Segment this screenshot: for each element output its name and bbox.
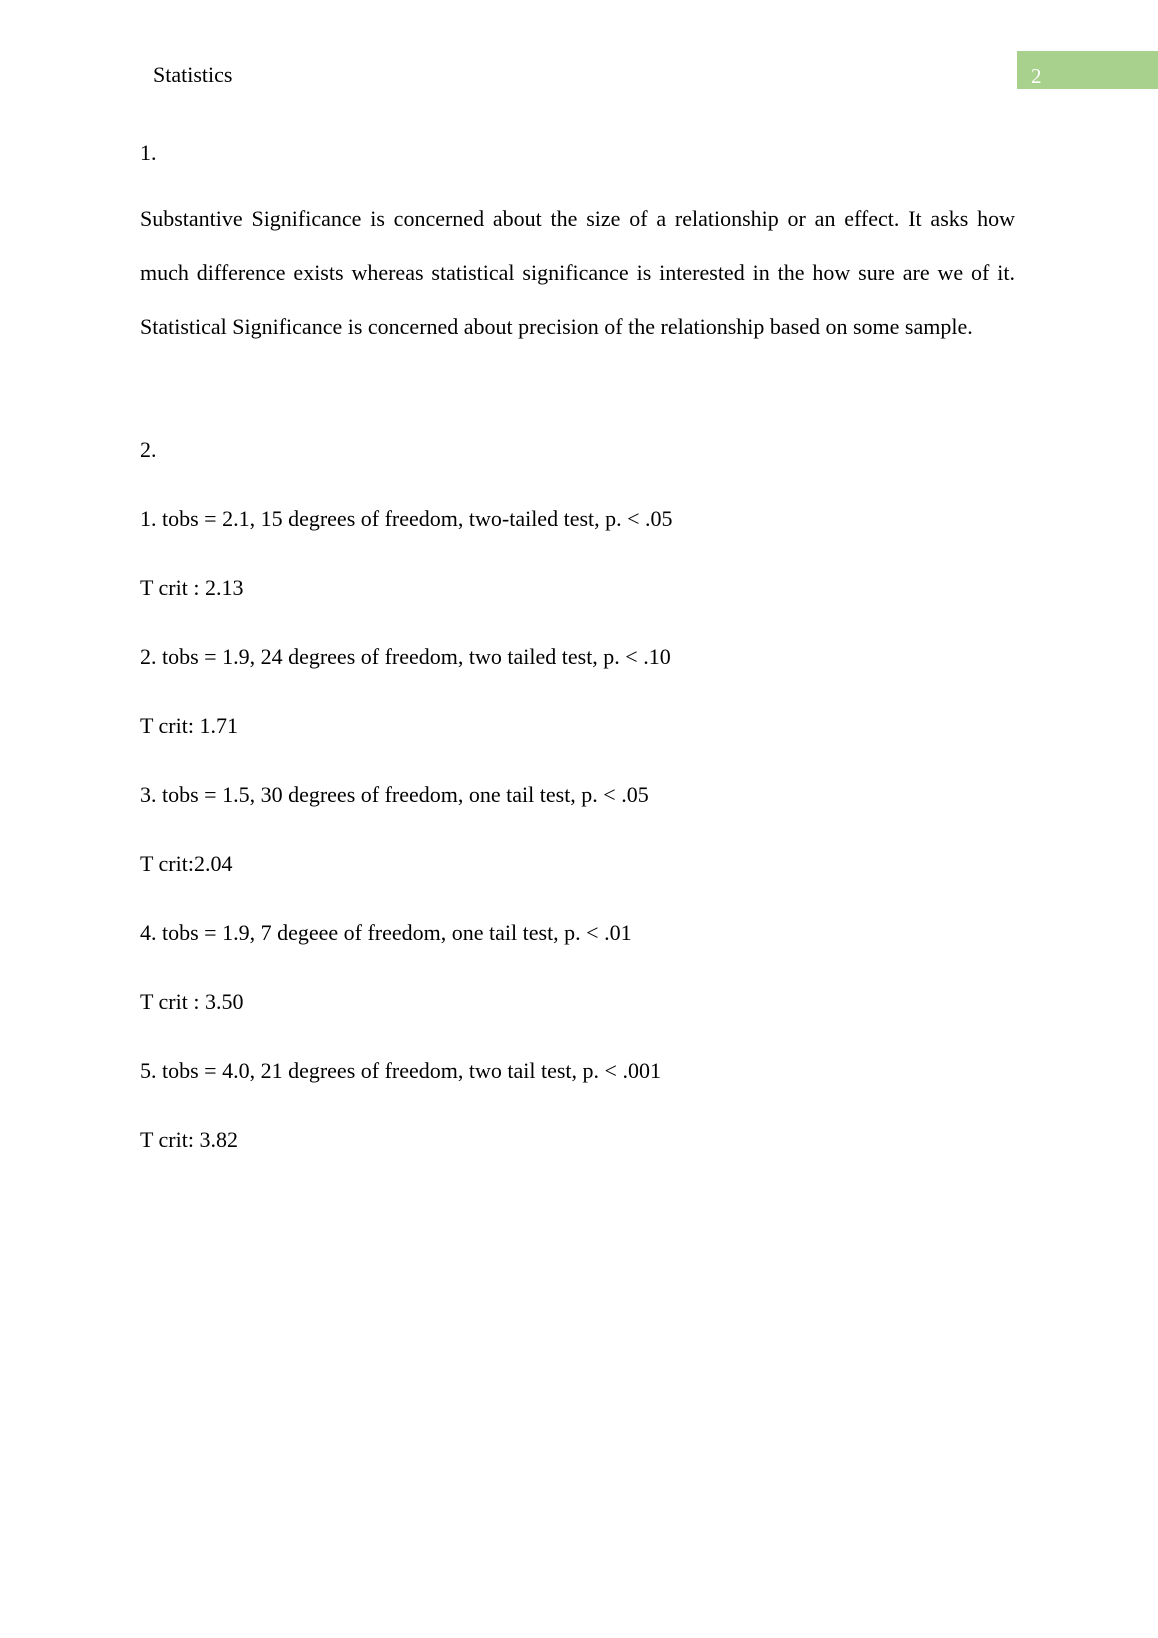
answer-4: T crit : 3.50 xyxy=(140,989,244,1014)
answer-2: T crit: 1.71 xyxy=(140,713,238,738)
question-5: 5. tobs = 4.0, 21 degrees of freedom, two tail test, p. < .001 xyxy=(140,1058,661,1083)
answer-3: T crit:2.04 xyxy=(140,851,233,876)
section-1-label: 1. xyxy=(140,140,157,165)
question-1: 1. tobs = 2.1, 15 degrees of freedom, two-tailed test, p. < .05 xyxy=(140,506,673,531)
running-header-title: Statistics xyxy=(153,62,233,87)
page-number-box xyxy=(1017,51,1158,89)
page-number: 2 xyxy=(1031,64,1042,88)
answer-1: T crit : 2.13 xyxy=(140,575,244,600)
section-2-label: 2. xyxy=(140,437,157,462)
question-3: 3. tobs = 1.5, 30 degrees of freedom, one tail test, p. < .05 xyxy=(140,782,649,807)
question-4: 4. tobs = 1.9, 7 degeee of freedom, one tail test, p. < .01 xyxy=(140,920,632,945)
section-1-paragraph: Substantive Significance is concerned about the size of a relationship or an effect. It asks how much difference exists whereas statistical significance is interested in the how sure are we of it. Statistical Significance is concerned about precision of the relationship based on some sample. xyxy=(140,206,1015,339)
question-2: 2. tobs = 1.9, 24 degrees of freedom, two tailed test, p. < .10 xyxy=(140,644,671,669)
answer-5: T crit: 3.82 xyxy=(140,1127,238,1152)
